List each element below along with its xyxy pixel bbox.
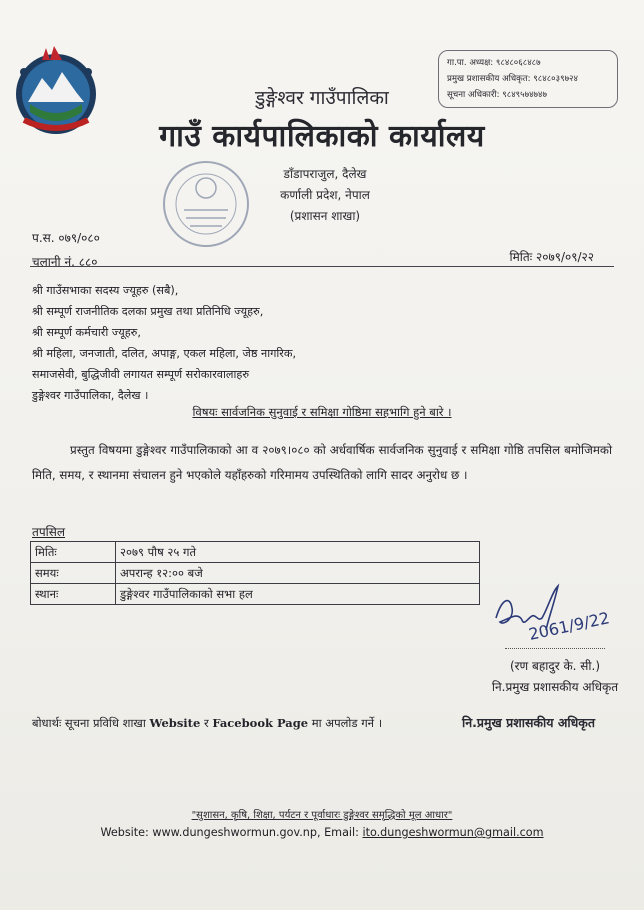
letter-body: प्रस्तुत विषयमा डुङ्गेश्वर गाउँपालिकाको आ व २०७९।०८० को अर्धवार्षिक सार्वजनिक सुनुवाई र समिक्षा गोष्ठि तपसिल बमोजिमको मिति, समय, र स्थानमा संचालन हुने भएकोले यहाँहरुको गरिमामय उपस्थितिको लागि सादर अनुरोध छ । — [32, 443, 612, 482]
table-row — [31, 542, 480, 563]
municipality-name: डुङ्गेश्वर गाउँपालिका — [255, 87, 389, 109]
recipient-line: श्री गाउँसभाका सदस्य ज्यूहरु (सबै), — [32, 284, 179, 297]
address-line: कर्णाली प्रदेश, नेपाल — [280, 188, 370, 202]
recipients-list — [32, 280, 296, 406]
chalani-number: चलानी नं. ८८० — [32, 255, 98, 269]
table-row — [31, 584, 480, 605]
detail-label: मितिः — [31, 542, 116, 563]
cc-officer-stamp: नि.प्रमुख प्रशासकीय अधिकृत — [462, 715, 596, 730]
detail-label: समयः — [31, 563, 116, 584]
detail-value: डुङ्गेश्वर गाउँपालिकाको सभा हल — [116, 584, 480, 605]
handwritten-signature — [488, 578, 623, 648]
signatory-name: (रण बहादुर के. सी.) — [509, 659, 601, 673]
recipient-line: श्री सम्पूर्ण राजनीतिक दलका प्रमुख तथा प्रतिनिधि ज्यूहरु, — [32, 305, 264, 318]
table-row — [31, 563, 480, 584]
footer-website: Website: www.dungeshwormun.gov.np, Email: — [100, 826, 363, 839]
recipient-line: समाजसेवी, बुद्धिजीवी लगायत सम्पूर्ण सरोकारवालाहरु — [32, 368, 250, 381]
cc-note — [32, 716, 382, 731]
footer-slogan: "सुशासन, कृषि, शिक्षा, पर्यटन र पूर्वाधारः डुङ्गेश्वर समृद्धिको मूल आधार" — [191, 810, 453, 821]
detail-value: २०७९ पौष २५ गते — [116, 542, 480, 563]
details-title: तपसिल — [32, 525, 66, 539]
recipient-line: श्री सम्पूर्ण कर्मचारी ज्यूहरु, — [32, 326, 141, 339]
cc-website-word: Website — [149, 716, 201, 730]
cc-suffix: मा अपलोड गर्ने । — [308, 716, 383, 730]
office-title: गाउँ कार्यपालिकाको कार्यालय — [159, 119, 485, 154]
office-address — [230, 164, 420, 227]
ps-number: प.स. ०७९/०८० — [32, 231, 100, 245]
footer-email-link[interactable]: ito.dungeshwormun@gmail.com — [362, 826, 544, 839]
detail-label: स्थानः — [31, 584, 116, 605]
address-line: (प्रशासन शाखा) — [289, 209, 361, 223]
letter-date: मितिः २०७९/०९/२२ — [509, 250, 594, 264]
recipient-line: डुङ्गेश्वर गाउँपालिका, दैलेख । — [32, 389, 149, 402]
cc-facebook-word: Facebook Page — [212, 716, 309, 730]
cc-middle: र — [200, 716, 213, 730]
footer-contact — [0, 826, 644, 839]
address-line: डाँडापराजुल, दैलेख — [283, 167, 367, 181]
contact-info-officer: सूचना अधिकारी: ९८४९५७४७४७ — [447, 90, 547, 100]
contact-cao: प्रमुख प्रशासकीय अधिकृत: ९८४८०३९७२४ — [447, 74, 578, 84]
signature-date: 2061/9/22 — [526, 608, 612, 644]
signature-line — [505, 648, 605, 649]
signatory-block — [470, 656, 640, 698]
contact-chair: गा.पा. अध्यक्ष: ९८४८०६८४८७ — [447, 58, 541, 68]
header-divider — [30, 266, 614, 267]
signatory-title: नि.प्रमुख प्रशासकीय अधिकृत — [491, 680, 619, 694]
cc-prefix: बोधार्थः सूचना प्रविधि शाखा — [32, 716, 150, 730]
details-table — [30, 541, 480, 605]
detail-value: अपरान्ह १२:०० बजे — [116, 563, 480, 584]
contact-box — [438, 50, 618, 108]
letter-subject: विषयः सार्वजनिक सुनुवाई र समिक्षा गोष्ठिमा सहभागि हुने बारे । — [192, 405, 452, 419]
recipient-line: श्री महिला, जनजाती, दलित, अपाङ्ग, एकल महिला, जेष्ठ नागरिक, — [32, 347, 297, 360]
